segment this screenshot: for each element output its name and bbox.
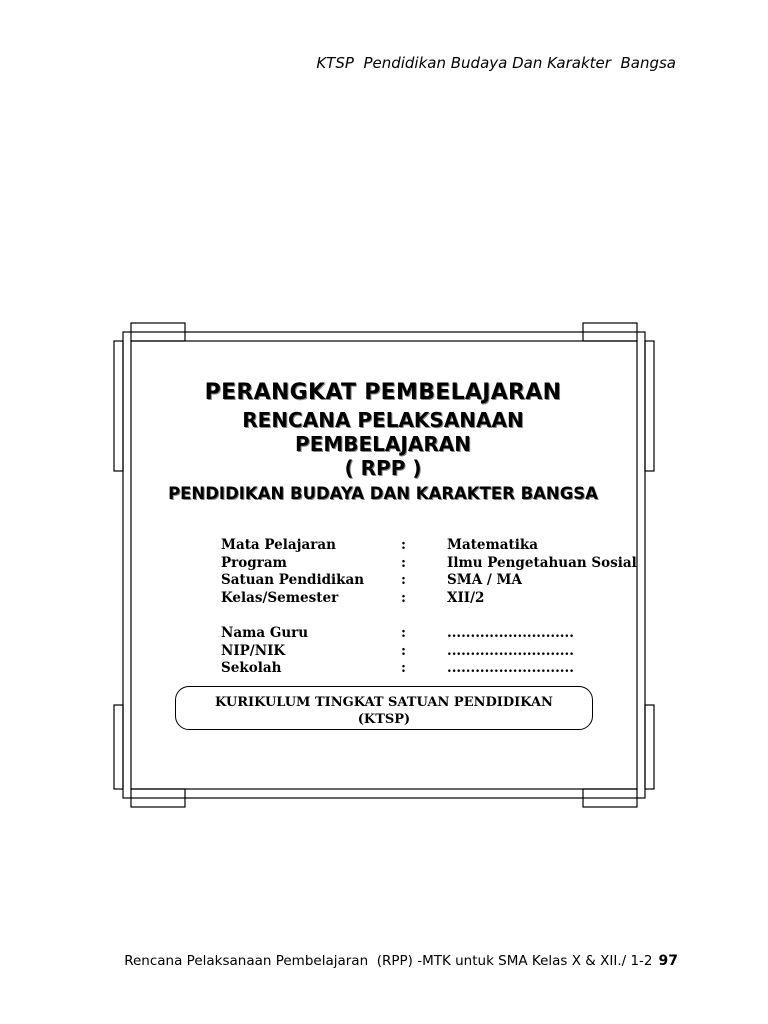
info-label: Program [221,554,287,571]
curriculum-box [175,686,593,730]
info-separator: : [401,572,406,588]
info-value: ........................... [447,660,574,676]
info-label: Sekolah [221,660,282,676]
info-row-subject [221,537,637,555]
footer-text: Rencana Pelaksanaan Pembelajaran (RPP) -MTK untuk SMA Kelas X & XII./ 1-2 [124,953,653,969]
info-value: SMA / MA [447,572,522,588]
info-row-program [221,555,637,573]
info-label: Nama Guru [221,625,309,641]
info-row-class-semester [221,590,637,608]
cover-subtitle: PENDIDIKAN BUDAYA DAN KARAKTER BANGSA [168,484,598,503]
info-value: XII/2 [447,589,485,606]
cover-title-line-4: ( RPP ) [344,456,422,480]
cover-title-line-2: RENCANA PELAKSANAAN [242,408,524,432]
info-value: Ilmu Pengetahuan Sosial [447,554,637,571]
info-label: Satuan Pendidikan [221,572,365,588]
info-value: Matematika [447,537,539,553]
info-separator: : [401,537,406,553]
curriculum-line-2: (KTSP) [357,712,411,727]
info-row-nip [221,643,637,661]
info-row-teacher-name [221,625,637,643]
cover-title: PERANGKAT PEMBELAJARAN [204,380,562,405]
info-separator: : [401,642,406,659]
info-separator: : [401,660,406,676]
info-separator: : [401,589,406,606]
page-footer [124,953,678,969]
info-table [221,537,637,678]
info-value: ........................... [447,625,574,641]
running-header: KTSP Pendidikan Budaya Dan Karakter Bangsa [316,54,676,72]
page-number: 97 [658,953,678,969]
info-row-school-unit [221,572,637,590]
info-label: Mata Pelajaran [221,537,336,553]
info-label: Kelas/Semester [221,589,339,606]
info-row-school [221,660,637,678]
info-separator: : [401,554,406,571]
info-value: ........................... [447,642,574,659]
info-separator: : [401,625,406,641]
cover-title-line-3: PEMBELAJARAN [295,432,471,456]
info-label: NIP/NIK [221,642,286,659]
curriculum-line-1: KURIKULUM TINGKAT SATUAN PENDIDIKAN [215,695,553,710]
